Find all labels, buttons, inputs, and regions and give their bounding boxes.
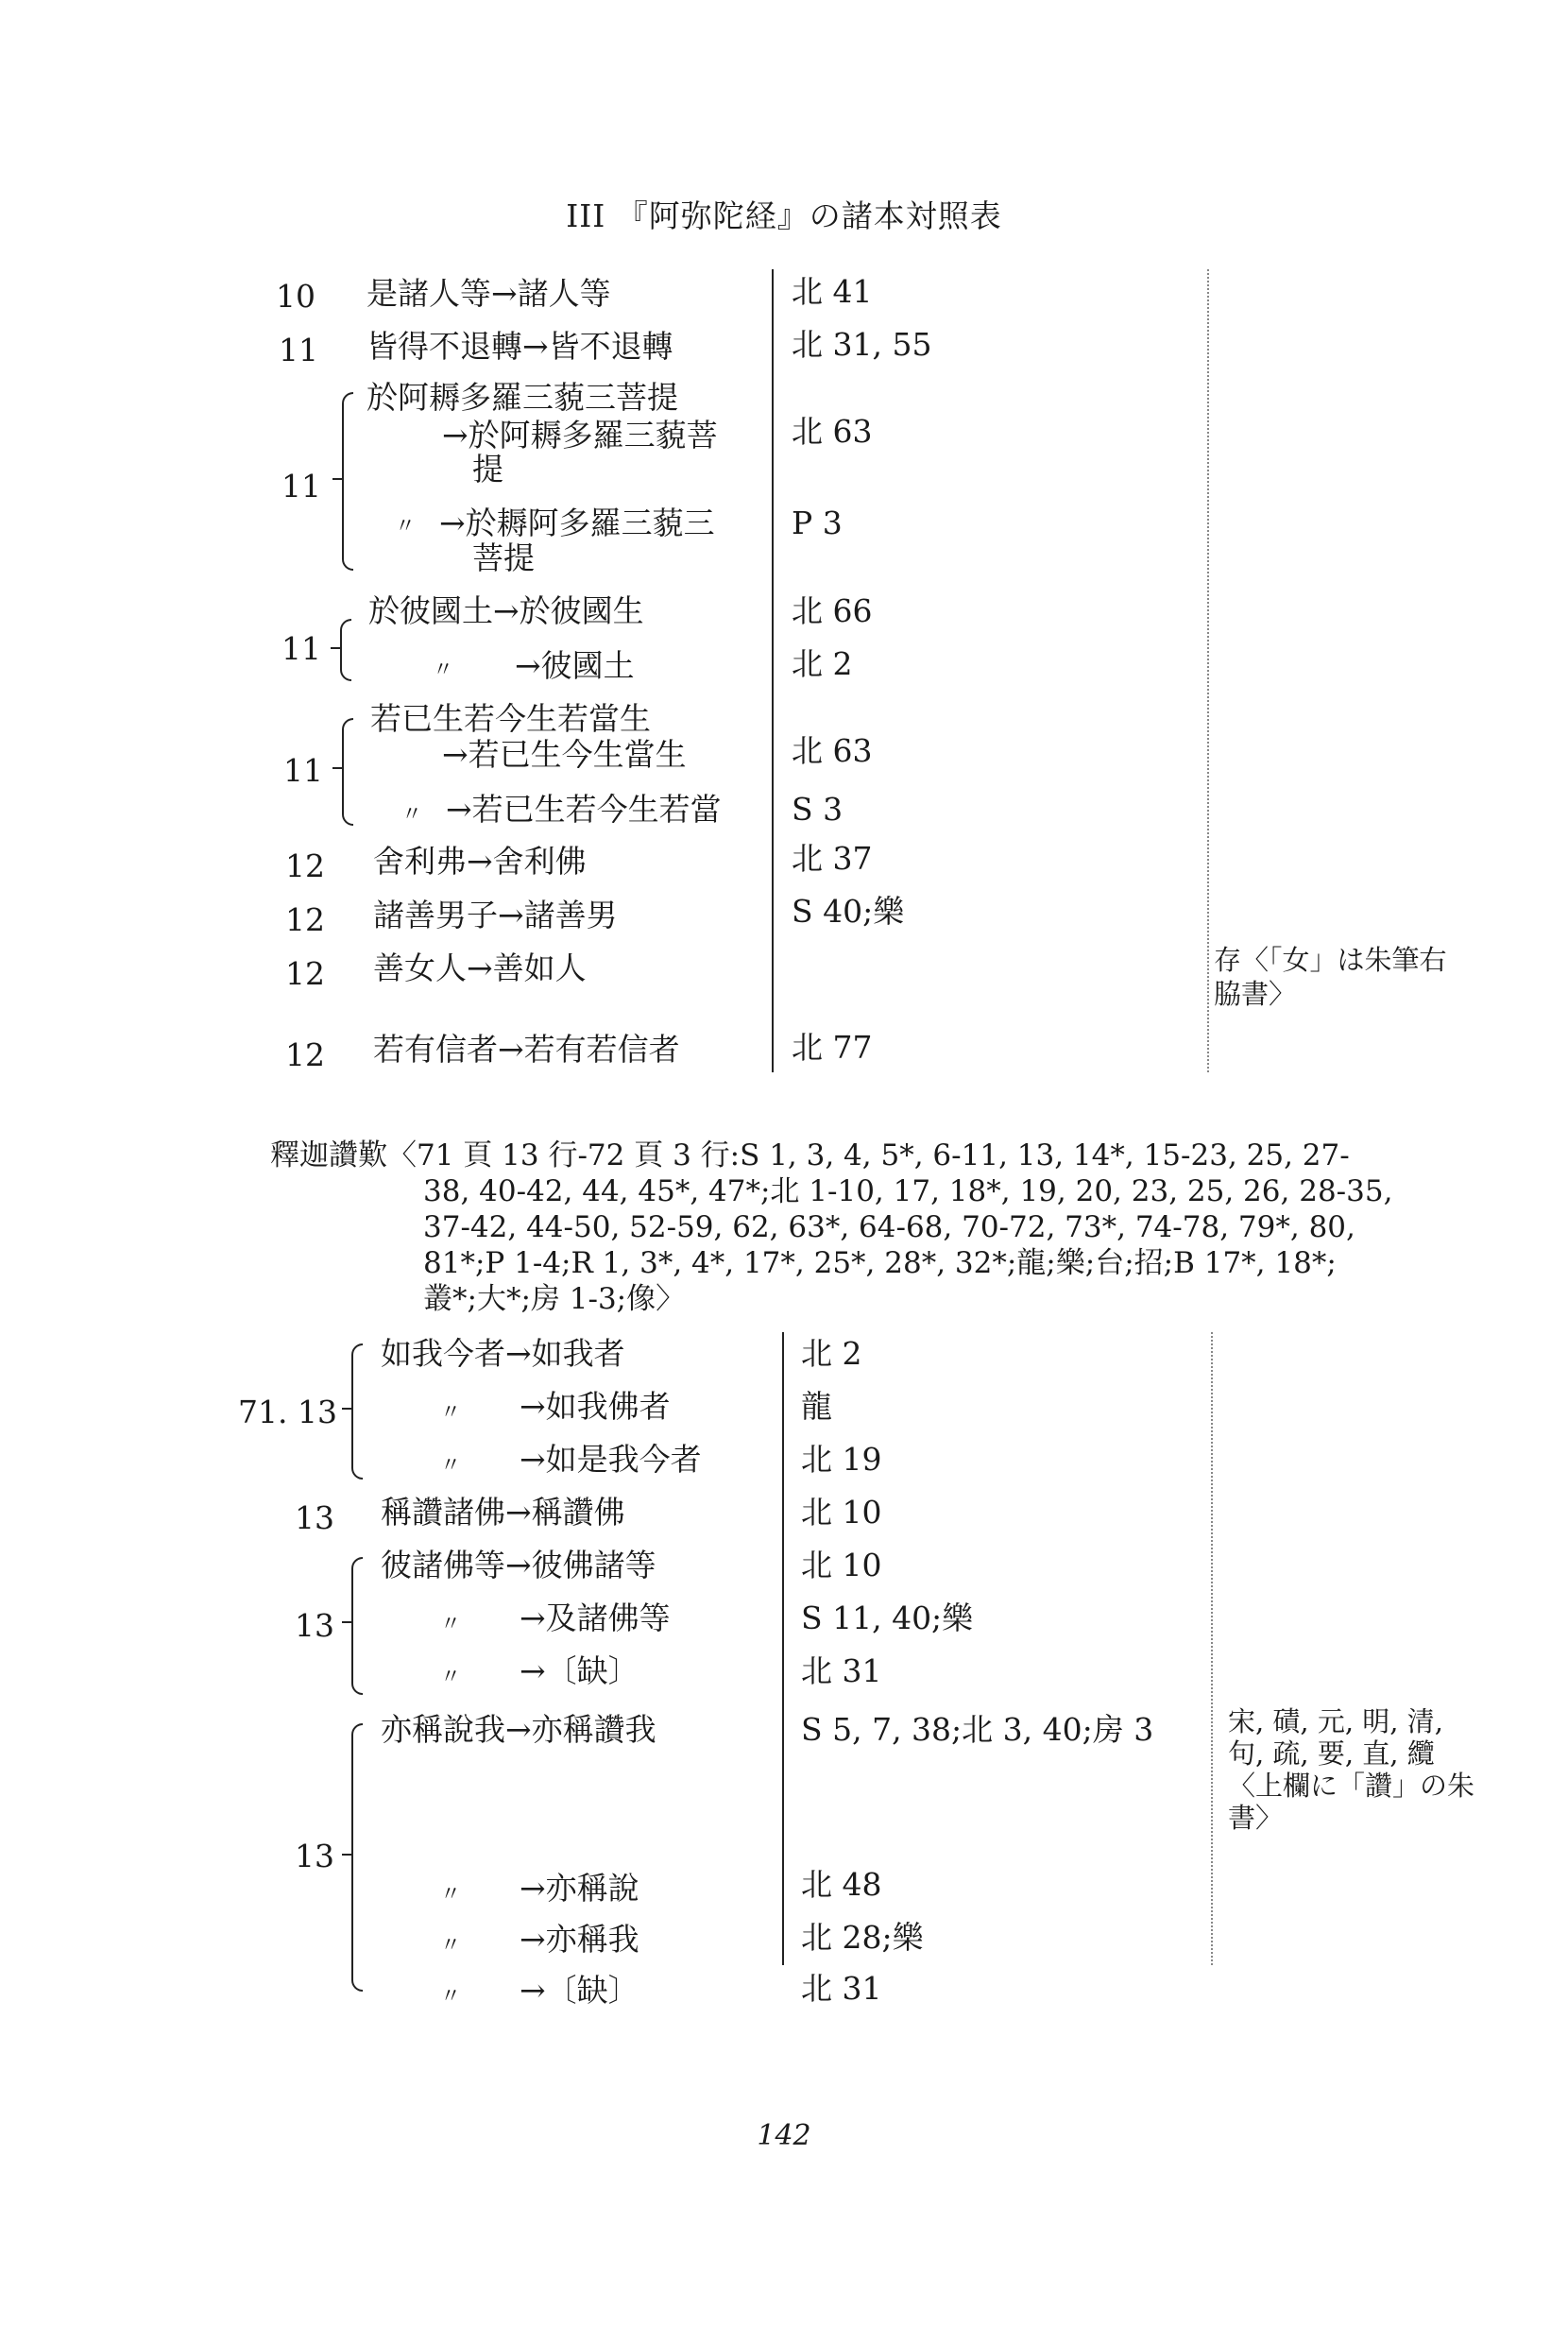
witness-list: 北 31, 55 [792, 326, 932, 363]
line-number: 12 [285, 847, 325, 884]
note-line: 書〉 [1228, 1802, 1284, 1834]
section-line: 38, 40-42, 44, 45*, 47*;北 1-10, 17, 18*, 19, 20, 23, 25, 26, 28-35, [423, 1174, 1393, 1208]
variant-reading: 皆得不退轉→皆不退轉 [366, 328, 673, 365]
brace-tip [331, 647, 340, 649]
brace-tip [332, 767, 342, 769]
note-line: 句, 疏, 要, 直, 纜 [1228, 1737, 1435, 1770]
section-line: 37-42, 44-50, 52-59, 62, 63*, 64-68, 70-72, 73*, 74-78, 79*, 80, [423, 1210, 1355, 1244]
variant-reading: →及諸佛等 [520, 1600, 671, 1636]
brace-tip [342, 1408, 351, 1410]
brace [351, 1343, 363, 1480]
brace-tip [332, 478, 342, 480]
witness-list: 北 10 [801, 1547, 882, 1583]
section-heading [270, 1138, 1350, 1173]
line-number: 71. 13 [238, 1394, 337, 1430]
witness-list: 北 2 [801, 1335, 862, 1372]
brace [351, 1723, 363, 1992]
line-number: 12 [285, 955, 325, 992]
ditto-mark: 〃 [401, 803, 423, 827]
brace-tip [342, 1854, 351, 1856]
section-line: 叢*;大*;房 1-3;像〉 [423, 1282, 686, 1316]
variant-reading: →〔缺〕 [520, 1972, 639, 2009]
witness-list: 北 63 [792, 732, 873, 769]
witness-list: S 11, 40;樂 [801, 1600, 974, 1636]
variant-reading: 於彼國土→於彼國生 [368, 592, 644, 629]
line-number: 11 [281, 468, 321, 505]
variant-reading: →若已生若今生若當 [446, 791, 722, 828]
dotted-column-divider [1211, 1332, 1213, 1965]
ditto-mark: 〃 [440, 1401, 462, 1425]
ditto-mark: 〃 [440, 1934, 462, 1958]
variant-reading: 如我今者→如我者 [381, 1335, 625, 1372]
witness-list: 北 2 [792, 645, 853, 682]
ditto-mark: 〃 [433, 659, 454, 682]
section-body [423, 1173, 1392, 1317]
line-number: 13 [295, 1838, 334, 1874]
line-number: 12 [285, 1036, 325, 1073]
line-number: 13 [295, 1607, 334, 1644]
witness-list: 北 63 [792, 413, 873, 450]
variant-reading: 舍利弗→舍利佛 [373, 843, 587, 880]
witness-list: 北 19 [801, 1441, 882, 1478]
witness-list: S 3 [792, 791, 844, 828]
witness-list: 北 66 [792, 592, 873, 629]
section-line: 81*;P 1-4;R 1, 3*, 4*, 17*, 25*, 28*, 32*;龍;樂;台;招;B 17*, 18*; [423, 1246, 1337, 1280]
variant-reading: 亦稱說我→亦稱讚我 [381, 1711, 656, 1748]
note-line: 宋, 磧, 元, 明, 清, [1228, 1705, 1443, 1737]
brace-tip [342, 1621, 351, 1623]
column-divider [772, 269, 774, 1072]
variant-continuation: 菩提 [472, 539, 535, 576]
witness-list: 北 31 [801, 1970, 882, 2007]
ditto-mark: 〃 [440, 1985, 462, 2009]
note-line: 〈上欄に「讚」の朱 [1228, 1770, 1475, 1802]
line-number: 10 [276, 278, 315, 315]
witness-list: 北 37 [792, 840, 873, 877]
column-divider [782, 1332, 784, 1965]
brace [340, 619, 351, 681]
witness-list: 北 31 [801, 1652, 882, 1689]
witness-list: 龍 [801, 1388, 832, 1425]
brace [342, 392, 353, 571]
note-line: 存〈「女」は朱筆右 [1214, 944, 1447, 976]
witness-list: P 3 [792, 505, 843, 541]
witness-list: S 40;樂 [792, 893, 905, 930]
brace [351, 1557, 363, 1695]
variant-reading: 稱讚諸佛→稱讚佛 [381, 1494, 625, 1531]
line-number: 11 [281, 630, 321, 667]
variant-reading: 彼諸佛等→彼佛諸等 [381, 1547, 656, 1583]
ditto-mark: 〃 [440, 1454, 462, 1478]
witness-list: S 5, 7, 38;北 3, 40;房 3 [801, 1711, 1154, 1748]
variant-continuation: →若已生今生當生 [442, 736, 687, 773]
variant-reading: 是諸人等→諸人等 [366, 275, 611, 312]
variant-continuation: →於阿耨多羅三藐菩 [442, 417, 718, 453]
variant-reading: 若已生若今生若當生 [370, 700, 651, 737]
dotted-column-divider [1207, 269, 1209, 1072]
witness-list: 北 10 [801, 1494, 882, 1531]
variant-reading: →亦稱說 [520, 1870, 639, 1907]
witness-list: 北 48 [801, 1866, 882, 1903]
note-line: 脇書〉 [1214, 978, 1297, 1010]
page-header: III 『阿弥陀経』の諸本対照表 [566, 197, 1002, 234]
ditto-mark: 〃 [395, 515, 417, 539]
line-number: 11 [283, 752, 323, 789]
variant-reading: →彼國土 [515, 647, 635, 684]
brace [342, 718, 353, 826]
line-number: 11 [279, 332, 318, 368]
line-number: 13 [295, 1499, 334, 1536]
variant-reading: 善女人→善如人 [373, 950, 587, 986]
variant-reading: →〔缺〕 [520, 1652, 639, 1689]
variant-reading: 若有信者→若有若信者 [373, 1031, 680, 1068]
variant-reading: →如是我今者 [520, 1441, 702, 1478]
variant-reading: 諸善男子→諸善男 [373, 897, 618, 933]
ditto-mark: 〃 [440, 1613, 462, 1636]
witness-list: 北 28;樂 [801, 1919, 924, 1956]
section-line: 釋迦讚歎〈71 頁 13 行-72 頁 3 行:S 1, 3, 4, 5*, 6-11, 13, 14*, 15-23, 25, 27- [270, 1138, 1350, 1172]
witness-list: 北 41 [792, 273, 873, 310]
witness-list: 北 77 [792, 1029, 873, 1066]
line-number: 12 [285, 901, 325, 938]
page-number: 142 [757, 2119, 811, 2152]
ditto-mark: 〃 [440, 1666, 462, 1689]
ditto-mark: 〃 [440, 1883, 462, 1907]
variant-reading: →亦稱我 [520, 1921, 639, 1958]
variant-continuation: 提 [472, 451, 503, 488]
variant-reading: 於阿耨多羅三藐三菩提 [366, 379, 678, 416]
variant-reading: →如我佛者 [520, 1388, 671, 1425]
variant-reading: →於耨阿多羅三藐三 [439, 505, 715, 541]
